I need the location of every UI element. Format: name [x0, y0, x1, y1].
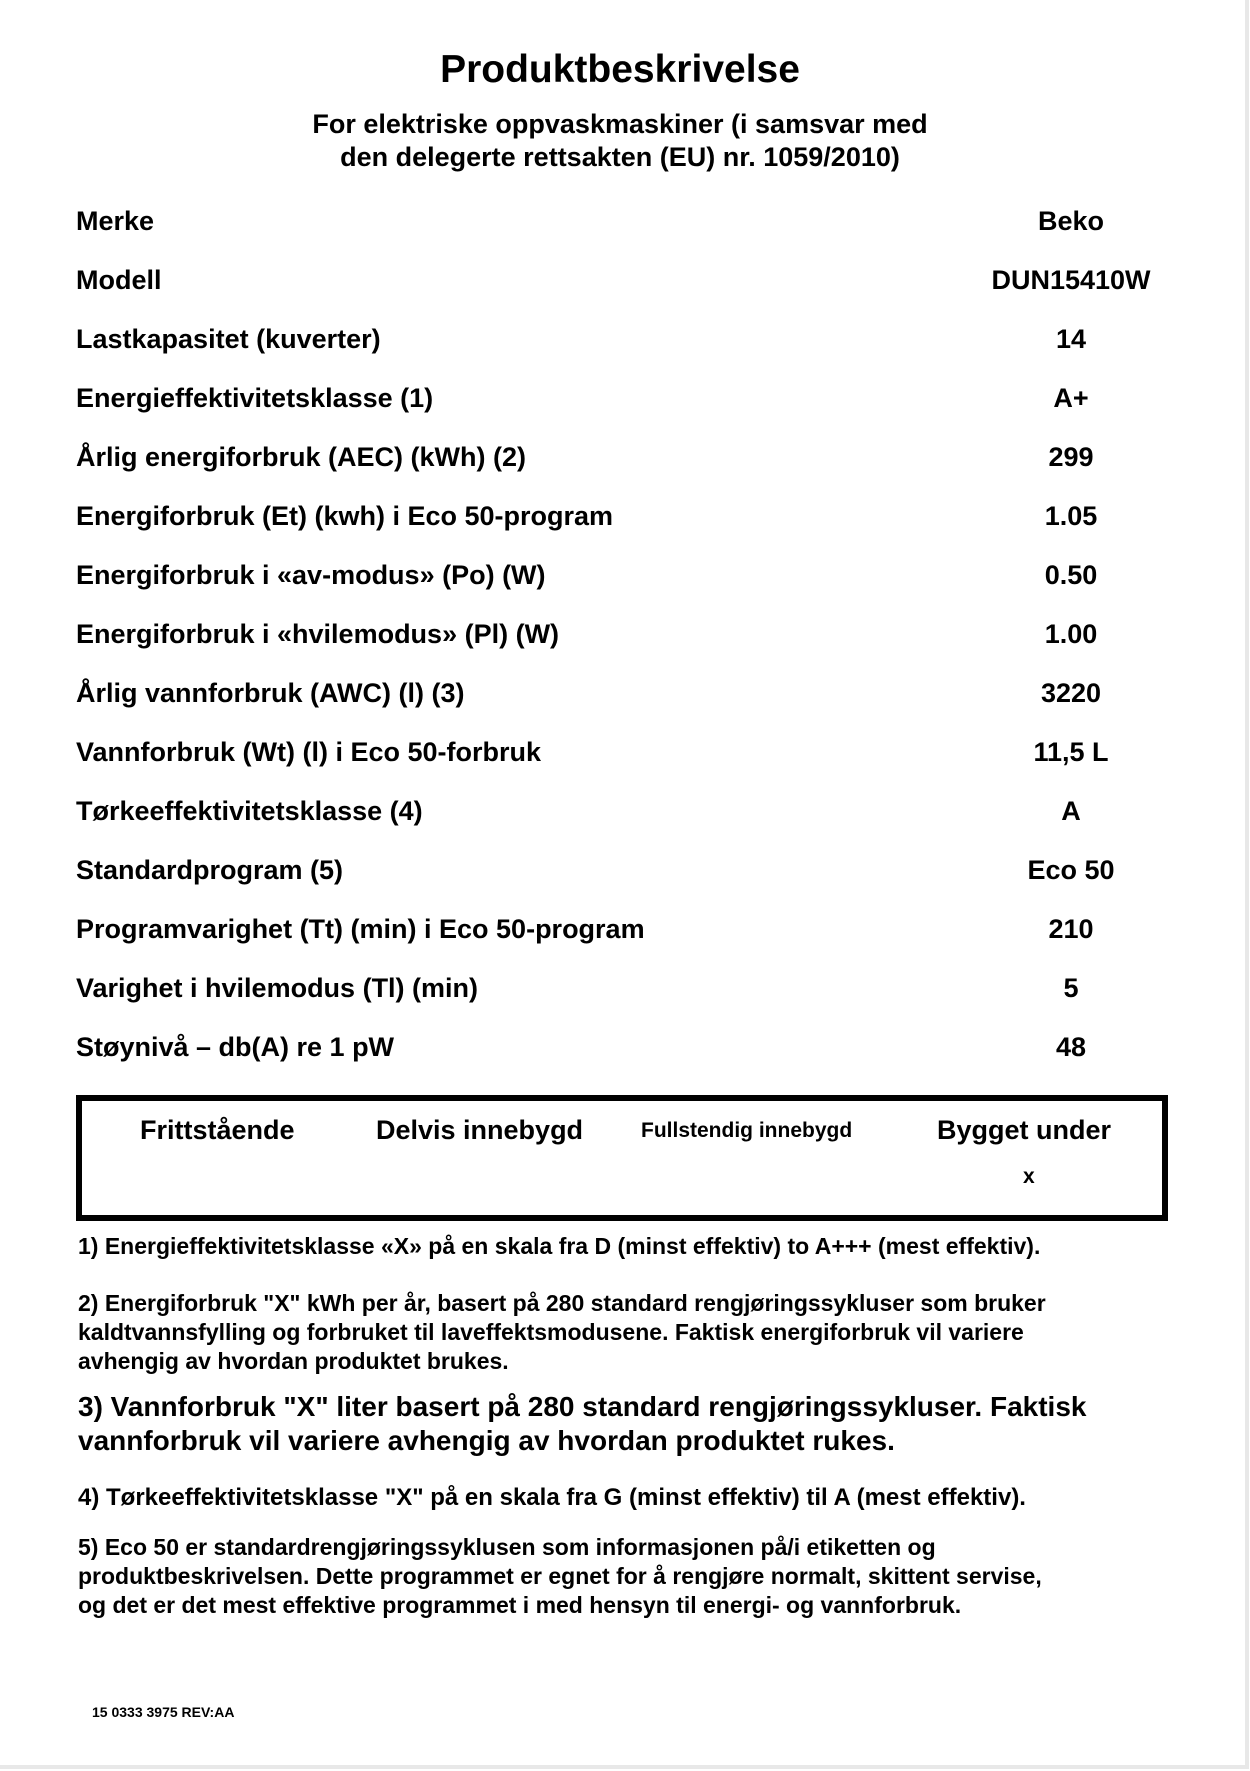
- spec-label: Lastkapasitet (kuverter): [76, 324, 381, 354]
- spec-value: 3220: [1040, 678, 1102, 708]
- spec-label: Tørkeeffektivitetsklasse (4): [76, 796, 423, 826]
- footnote-line: 5) Eco 50 er standardrengjøringssyklusen som informasjonen på/i etiketten og: [78, 1534, 936, 1560]
- spec-row-program-duration: [76, 914, 1176, 973]
- footnote-3: [78, 1390, 1086, 1458]
- spec-label: Merke: [76, 206, 155, 236]
- spec-row-annual-energy: [76, 442, 1176, 501]
- footnote-line: og det er det mest effektive programmet i med hensyn til energi- og vannforbruk.: [78, 1592, 962, 1618]
- spec-row-model: [76, 265, 1176, 324]
- footnote-4: 4) Tørkeeffektivitetsklasse "X" på en skala fra G (minst effektiv) til A (mest effektiv).: [78, 1484, 1026, 1511]
- spec-label: Programvarighet (Tt) (min) i Eco 50-program: [76, 914, 645, 944]
- document-title: Produktbeskrivelse: [440, 48, 800, 91]
- subtitle-line: den delegerte rettsakten (EU) nr. 1059/2010): [340, 142, 900, 172]
- spec-label: Årlig vannforbruk (AWC) (l) (3): [76, 678, 465, 708]
- footnote-line: produktbeskrivelsen. Dette programmet er egnet for å rengjøre normalt, skittent servise,: [78, 1563, 1042, 1589]
- spec-value: 210: [1048, 914, 1094, 944]
- spec-row-off-mode: [76, 560, 1176, 619]
- spec-row-noise: [76, 1032, 1176, 1091]
- spec-value: 1.05: [1044, 501, 1098, 531]
- spec-value: 0.50: [1044, 560, 1098, 590]
- spec-label: Energiforbruk i «av-modus» (Po) (W): [76, 560, 546, 590]
- installation-option-freestanding: Frittstående: [140, 1115, 295, 1145]
- spec-value: DUN15410W: [991, 265, 1151, 295]
- spec-value: A+: [1053, 383, 1089, 413]
- spec-row-capacity: [76, 324, 1176, 383]
- spec-row-drying-class: [76, 796, 1176, 855]
- installation-option-built-under: Bygget under: [937, 1115, 1112, 1145]
- spec-row-annual-water: [76, 678, 1176, 737]
- spec-value: Eco 50: [1027, 855, 1115, 885]
- document-code: 15 0333 3975 REV:AA: [92, 1704, 235, 1720]
- footnote-line: vannforbruk vil variere avhengig av hvordan produktet rukes.: [78, 1425, 895, 1456]
- spec-label: Energiforbruk i «hvilemodus» (Pl) (W): [76, 619, 560, 649]
- footnote-1: 1) Energieffektivitetsklasse «X» på en skala fra D (minst effektiv) to A+++ (mest effektiv).: [78, 1233, 1041, 1259]
- spec-value: 299: [1048, 442, 1094, 472]
- footnote-5: [78, 1533, 1042, 1620]
- spec-label: Årlig energiforbruk (AEC) (kWh) (2): [76, 442, 526, 472]
- spec-row-energy-class: [76, 383, 1176, 442]
- spec-row-left-on-mode: [76, 619, 1176, 678]
- spec-value: 14: [1055, 324, 1087, 354]
- footnote-2: [78, 1289, 1046, 1376]
- spec-label: Støynivå – db(A) re 1 pW: [76, 1032, 395, 1062]
- footnote-line: avhengig av hvordan produktet brukes.: [78, 1348, 509, 1374]
- footnote-line: kaldtvannsfylling og forbruket til laveffektsmodusene. Faktisk energiforbruk vil variere: [78, 1319, 1024, 1345]
- installation-option-semi-integrated: Delvis innebygd: [376, 1115, 584, 1145]
- spec-label: Energieffektivitetsklasse (1): [76, 383, 434, 413]
- spec-label: Standardprogram (5): [76, 855, 344, 885]
- spec-value: 11,5 L: [1033, 737, 1109, 767]
- document-subtitle: [0, 108, 1240, 174]
- subtitle-line: For elektriske oppvaskmaskiner (i samsvar med: [312, 109, 928, 139]
- spec-row-standard-program: [76, 855, 1176, 914]
- spec-value: A: [1061, 796, 1081, 826]
- spec-row-energy-eco50: [76, 501, 1176, 560]
- footnote-line: 3) Vannforbruk "X" liter basert på 280 standard rengjøringssykluser. Faktisk: [78, 1391, 1087, 1422]
- spec-label: Modell: [76, 265, 162, 295]
- footnote-line: 2) Energiforbruk "X" kWh per år, basert på 280 standard rengjøringssykluser som bruker: [78, 1290, 1046, 1316]
- spec-row-water-eco50: [76, 737, 1176, 796]
- installation-option-fully-integrated: Fullstendig innebygd: [641, 1119, 853, 1142]
- spec-label: Vannforbruk (Wt) (l) i Eco 50-forbruk: [76, 737, 542, 767]
- installation-selected-mark: x: [1023, 1165, 1035, 1188]
- spec-row-left-on-duration: [76, 973, 1176, 1032]
- spec-value: 1.00: [1044, 619, 1098, 649]
- spec-table: [76, 206, 1176, 1091]
- spec-label: Varighet i hvilemodus (Tl) (min): [76, 973, 479, 1003]
- spec-value: Beko: [1037, 206, 1105, 236]
- spec-value: 5: [1063, 973, 1079, 1003]
- spec-label: Energiforbruk (Et) (kwh) i Eco 50-program: [76, 501, 614, 531]
- spec-value: 48: [1055, 1032, 1087, 1062]
- installation-type-box: [76, 1095, 1168, 1221]
- spec-row-brand: [76, 206, 1176, 265]
